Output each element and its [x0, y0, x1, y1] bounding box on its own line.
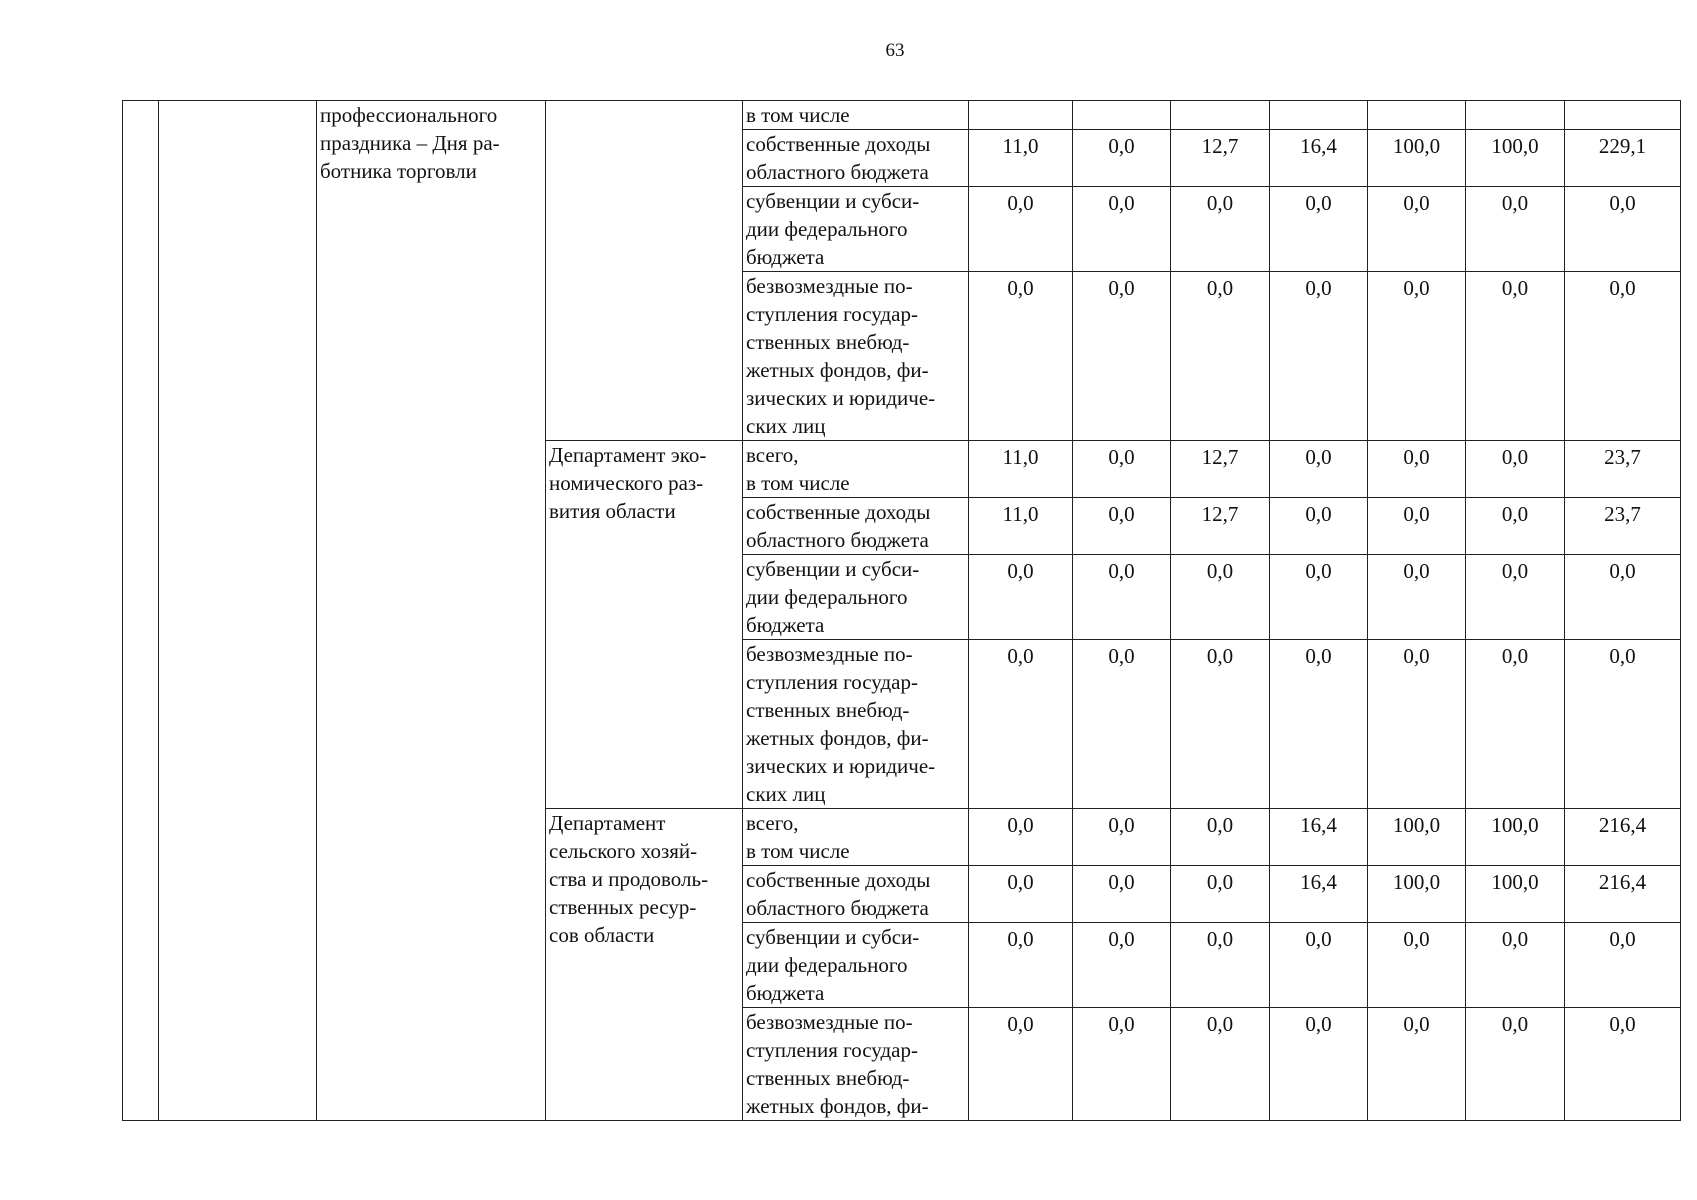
value-cell: 100,0	[1466, 130, 1565, 187]
value-cell: 100,0	[1368, 130, 1466, 187]
value-cell: 11,0	[969, 441, 1073, 498]
value-cell: 12,7	[1171, 130, 1270, 187]
value-cell: 0,0	[1171, 555, 1270, 640]
value-cell: 0,0	[1073, 498, 1171, 555]
value-cell: 16,4	[1270, 130, 1368, 187]
value-cell: 0,0	[1466, 1008, 1565, 1121]
value-cell: 0,0	[969, 187, 1073, 272]
source-label: собственные доходы областного бюджета	[743, 866, 969, 923]
value-cell: 0,0	[969, 555, 1073, 640]
value-cell: 229,1	[1565, 130, 1681, 187]
value-cell: 0,0	[1466, 640, 1565, 809]
source-label: безвозмездные по- ступления государ- ственных внебюд- жетных фондов, фи- зических и юридиче- ских лиц	[743, 640, 969, 809]
value-cell	[1466, 101, 1565, 130]
value-cell: 0,0	[1073, 555, 1171, 640]
value-cell: 0,0	[1368, 555, 1466, 640]
value-cell: 0,0	[969, 640, 1073, 809]
value-cell: 0,0	[1565, 272, 1681, 441]
value-cell: 0,0	[1270, 441, 1368, 498]
value-cell: 0,0	[1073, 923, 1171, 1008]
value-cell: 0,0	[1368, 1008, 1466, 1121]
value-cell: 0,0	[1466, 187, 1565, 272]
value-cell: 0,0	[1565, 923, 1681, 1008]
page-number: 63	[885, 40, 905, 61]
value-cell: 0,0	[969, 866, 1073, 923]
department-name: Департамент сельского хозяй- ства и продоволь- ственных ресур- сов области	[546, 809, 743, 1121]
value-cell: 0,0	[1466, 923, 1565, 1008]
source-label: субвенции и субси- дии федерального бюджета	[743, 555, 969, 640]
value-cell	[1073, 101, 1171, 130]
value-cell: 0,0	[1171, 809, 1270, 866]
department-name: Департамент эко- номического раз- вития области	[546, 441, 743, 809]
value-cell: 100,0	[1368, 809, 1466, 866]
table-body	[123, 101, 1681, 1121]
value-cell: 0,0	[1171, 272, 1270, 441]
value-cell: 0,0	[1073, 809, 1171, 866]
value-cell: 100,0	[1466, 809, 1565, 866]
value-cell: 16,4	[1270, 866, 1368, 923]
value-cell: 100,0	[1466, 866, 1565, 923]
value-cell: 0,0	[1466, 498, 1565, 555]
value-cell: 0,0	[1171, 1008, 1270, 1121]
value-cell: 0,0	[1073, 640, 1171, 809]
value-cell: 0,0	[1466, 272, 1565, 441]
source-label: всего, в том числе	[743, 441, 969, 498]
value-cell: 0,0	[1565, 640, 1681, 809]
table-row	[123, 101, 1681, 130]
value-cell: 0,0	[969, 272, 1073, 441]
value-cell: 0,0	[1073, 130, 1171, 187]
value-cell: 0,0	[1073, 272, 1171, 441]
value-cell: 0,0	[1368, 498, 1466, 555]
value-cell: 0,0	[1073, 187, 1171, 272]
value-cell: 0,0	[1171, 923, 1270, 1008]
value-cell: 0,0	[1073, 866, 1171, 923]
value-cell: 0,0	[969, 809, 1073, 866]
source-label: субвенции и субси- дии федерального бюджета	[743, 187, 969, 272]
value-cell	[1565, 101, 1681, 130]
value-cell: 0,0	[1171, 640, 1270, 809]
value-cell: 100,0	[1368, 866, 1466, 923]
value-cell: 0,0	[1270, 640, 1368, 809]
value-cell	[1171, 101, 1270, 130]
index-cell	[123, 101, 159, 1121]
value-cell	[1270, 101, 1368, 130]
value-cell: 23,7	[1565, 498, 1681, 555]
value-cell: 0,0	[969, 923, 1073, 1008]
value-cell: 216,4	[1565, 866, 1681, 923]
event-name-cell: профессионального праздника – Дня ра- ботника торговли	[317, 101, 546, 1121]
value-cell: 0,0	[1565, 1008, 1681, 1121]
value-cell: 0,0	[1270, 187, 1368, 272]
source-label: безвозмездные по- ступления государ- ственных внебюд- жетных фондов, фи-	[743, 1008, 969, 1121]
value-cell: 0,0	[1073, 441, 1171, 498]
budget-table	[122, 100, 1681, 1121]
source-label: собственные доходы областного бюджета	[743, 498, 969, 555]
value-cell: 0,0	[1368, 272, 1466, 441]
value-cell	[969, 101, 1073, 130]
value-cell: 0,0	[1466, 555, 1565, 640]
value-cell: 0,0	[1368, 640, 1466, 809]
value-cell: 0,0	[1368, 441, 1466, 498]
value-cell: 11,0	[969, 498, 1073, 555]
value-cell: 11,0	[969, 130, 1073, 187]
value-cell: 0,0	[1171, 866, 1270, 923]
source-label: собственные доходы областного бюджета	[743, 130, 969, 187]
executor-cell	[546, 101, 743, 441]
value-cell: 0,0	[1466, 441, 1565, 498]
value-cell: 216,4	[1565, 809, 1681, 866]
value-cell: 0,0	[1565, 187, 1681, 272]
value-cell: 0,0	[1368, 187, 1466, 272]
source-label: субвенции и субси- дии федерального бюджета	[743, 923, 969, 1008]
source-label: безвозмездные по- ступления государ- ственных внебюд- жетных фондов, фи- зических и юридиче- ских лиц	[743, 272, 969, 441]
source-label: в том числе	[743, 101, 969, 130]
value-cell: 23,7	[1565, 441, 1681, 498]
value-cell: 0,0	[1270, 923, 1368, 1008]
value-cell: 0,0	[1270, 498, 1368, 555]
value-cell	[1368, 101, 1466, 130]
value-cell: 0,0	[1270, 555, 1368, 640]
value-cell: 0,0	[1073, 1008, 1171, 1121]
value-cell: 0,0	[1565, 555, 1681, 640]
value-cell: 0,0	[1270, 272, 1368, 441]
value-cell: 12,7	[1171, 441, 1270, 498]
value-cell: 16,4	[1270, 809, 1368, 866]
value-cell: 0,0	[1270, 1008, 1368, 1121]
value-cell: 0,0	[969, 1008, 1073, 1121]
value-cell: 12,7	[1171, 498, 1270, 555]
code-cell	[159, 101, 317, 1121]
value-cell: 0,0	[1368, 923, 1466, 1008]
source-label: всего, в том числе	[743, 809, 969, 866]
value-cell: 0,0	[1171, 187, 1270, 272]
